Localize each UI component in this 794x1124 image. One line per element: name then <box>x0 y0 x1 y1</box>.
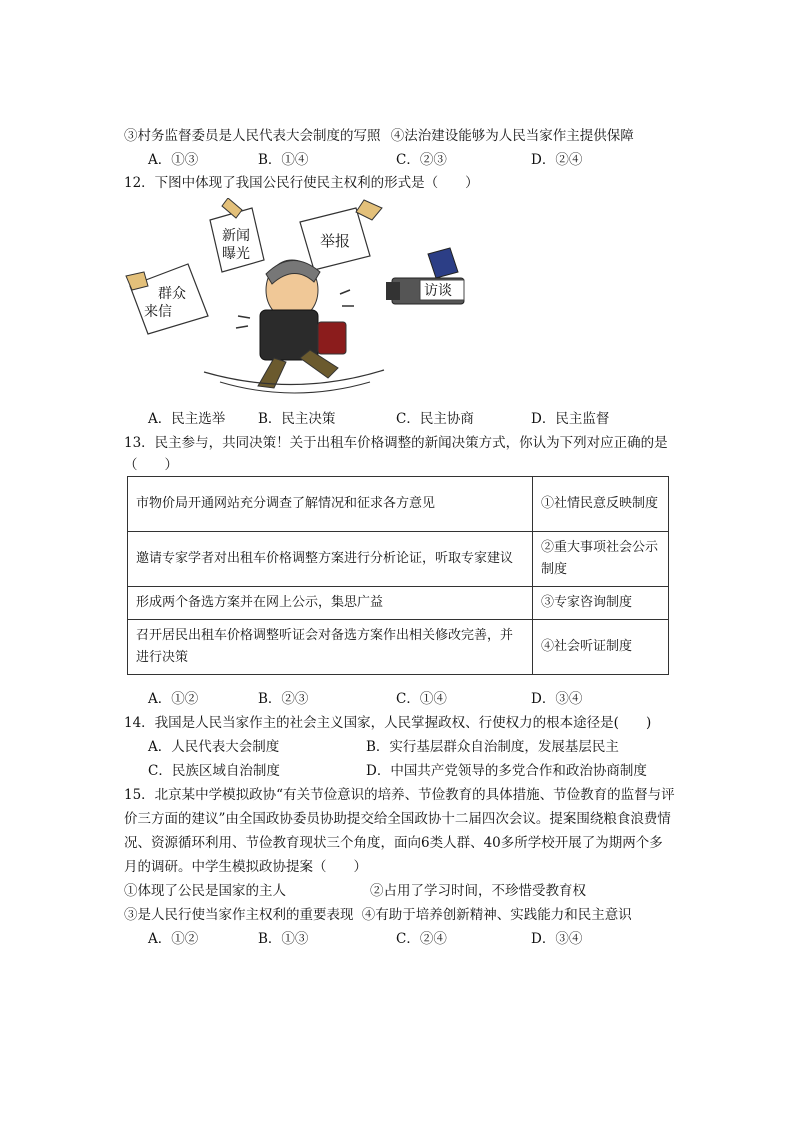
table-cell-right: ②重大事项社会公示制度 <box>533 532 669 587</box>
q15-option-b[interactable]: B．①③ <box>258 931 309 947</box>
q11-option-d[interactable]: D．②④ <box>531 152 583 168</box>
interview-label: 访谈 <box>424 283 452 299</box>
q11-statement-3: ③村务监督委员是人民代表大会制度的写照 <box>124 128 381 144</box>
table-cell-left: 邀请专家学者对出租车价格调整方案进行分析论证，听取专家建议 <box>128 532 533 587</box>
q12-option-c[interactable]: C．民主协商 <box>396 411 474 427</box>
q14-option-b[interactable]: B．实行基层群众自治制度，发展基层民主 <box>366 739 619 755</box>
q14-options-row2 <box>148 762 668 780</box>
q11-statement-4: ④法治建设能够为人民当家作主提供保障 <box>390 128 634 144</box>
q13-matching-table <box>127 476 669 675</box>
q15-stem-line4: 月的调研。中学生模拟政协提案（ ） <box>124 859 367 875</box>
letters-label-line1: 群众 <box>158 286 186 302</box>
letters-label-line2: 来信 <box>144 304 172 320</box>
table-row <box>128 532 669 587</box>
q11-statements-line <box>124 127 634 145</box>
q15-statement-2: ②占用了学习时间，不珍惜受教育权 <box>370 883 586 899</box>
news-label-line1: 新闻 <box>222 228 250 244</box>
q14-stem: 14．我国是人民当家作主的社会主义国家，人民掌握政权、行使权力的根本途径是( ) <box>124 715 652 731</box>
q15-statements-row2 <box>124 906 632 924</box>
table-row <box>128 587 669 620</box>
q15-statements-row1 <box>124 882 586 900</box>
report-label: 举报 <box>320 232 351 250</box>
q14-options-row1 <box>148 738 668 756</box>
q15-options <box>148 930 668 948</box>
q12-options <box>148 410 668 428</box>
table-cell-right: ①社情民意反映制度 <box>533 477 669 532</box>
table-row <box>128 620 669 675</box>
q14-option-a[interactable]: A．人民代表大会制度 <box>148 739 280 755</box>
motion-lines-2 <box>220 382 370 393</box>
q15-statement-1: ①体现了公民是国家的主人 <box>124 883 286 899</box>
q15-statement-4: ④有助于培养创新精神、实践能力和民主意识 <box>361 907 632 923</box>
table-cell-left: 形成两个备选方案并在网上公示，集思广益 <box>128 587 533 620</box>
q12-option-a[interactable]: A．民主选举 <box>148 411 226 427</box>
table-cell-right: ③专家咨询制度 <box>533 587 669 620</box>
q13-option-c[interactable]: C．①④ <box>396 691 447 707</box>
table-cell-right: ④社会听证制度 <box>533 620 669 675</box>
running-official-figure <box>236 260 354 388</box>
q12-stem: 12．下图中体现了我国公民行使民主权利的形式是（ ） <box>124 175 479 191</box>
q12-option-b[interactable]: B．民主决策 <box>258 411 336 427</box>
q13-stem-line1: 13．民主参与，共同决策！关于出租车价格调整的新闻决策方式，你认为下列对应正确的是 <box>124 435 668 451</box>
motion-lines <box>204 370 384 385</box>
q11-option-b[interactable]: B．①④ <box>258 152 309 168</box>
q15-option-d[interactable]: D．③④ <box>531 931 583 947</box>
q15-statement-3: ③是人民行使当家作主权利的重要表现 <box>124 907 354 923</box>
q15-stem-line3: 况、资源循环利用、节俭教育现状三个角度，面向6类人群、40多所学校开展了为期两个多 <box>124 835 663 851</box>
q13-option-b[interactable]: B．②③ <box>258 691 309 707</box>
q11-option-c[interactable]: C．②③ <box>396 152 447 168</box>
table-cell-left: 召开居民出租车价格调整听证会对备选方案作出相关修改完善，并进行决策 <box>128 620 533 675</box>
q14-option-c[interactable]: C．民族区域自治制度 <box>148 763 280 779</box>
q13-option-d[interactable]: D．③④ <box>531 691 583 707</box>
table-cell-left: 市物价局开通网站充分调查了解情况和征求各方意见 <box>128 477 533 532</box>
q15-stem-line2: 价三方面的建议”由全国政协委员协助提交给全国政协十二届四次会议。提案围绕粮食浪费情 <box>124 811 671 827</box>
q14-option-d[interactable]: D．中国共产党领导的多党合作和政治协商制度 <box>366 763 647 779</box>
q15-option-c[interactable]: C．②④ <box>396 931 447 947</box>
q15-option-a[interactable]: A．①② <box>148 931 199 947</box>
q12-option-d[interactable]: D．民主监督 <box>531 411 610 427</box>
q15-stem-line1: 15．北京某中学模拟政协“有关节俭意识的培养、节俭教育的具体措施、节俭教育的监督与评 <box>124 787 675 803</box>
q11-option-a[interactable]: A．①③ <box>148 152 199 168</box>
q13-option-a[interactable]: A．①② <box>148 691 199 707</box>
q13-stem-line2: （ ） <box>124 457 178 473</box>
q11-options <box>148 151 668 169</box>
table-row <box>128 477 669 532</box>
q13-options <box>148 690 668 708</box>
q12-cartoon-illustration <box>124 198 470 398</box>
news-label-line2: 曝光 <box>222 246 250 262</box>
